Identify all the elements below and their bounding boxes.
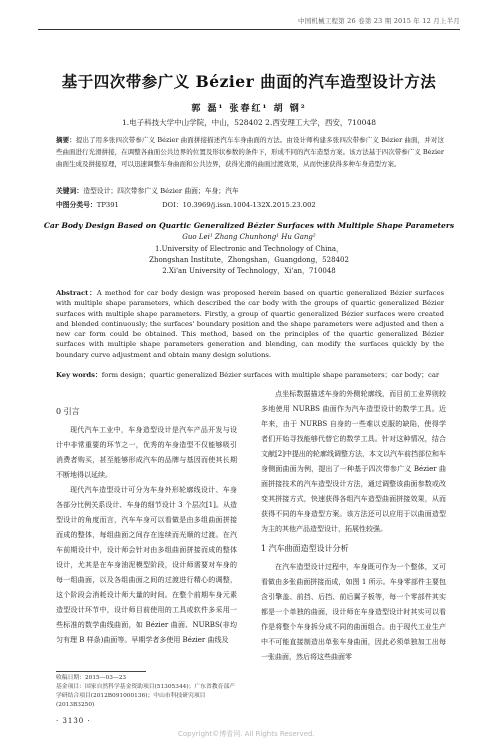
left-column (56, 400, 237, 648)
intro-paragraph-2: 现代汽车造型设计可分为车身外形轮廓线设计、车身各部分比例关系设计、车身的细节设计 3 个层次[1]。从造型设计的角度而言，汽车车身可以看做是由多组曲面拼接而成的整体，每组曲面之间存在连续而光顺的过渡。在汽车前期设计中，设计师会针对由多组曲面拼接而成的整体设计，尤其是在车身油泥模型阶段，设计师需要对车身的每一组曲面，以及各组曲面之间的过渡进行精心的调整，这个阶段会消耗设计师大量的时间。在整个前期车身元素造型设计环节中，设计师目前使用的工具或软件多采用一些标准的数学曲线曲面，如 Bézier 曲面、NURBS(非均匀有理 B 样条)曲面等。早期学者多使用 Bézier 曲线及 (56, 486, 237, 644)
page-number: · 3130 · (56, 717, 91, 725)
section-heading-intro: 0 引言 (56, 407, 80, 416)
english-keywords (56, 370, 444, 380)
author-list: 郭 磊¹ 张春红¹ 胡 钢² (191, 104, 307, 114)
section-heading-1: 1 汽车曲面造型设计分析 (261, 544, 349, 553)
abstract-label: 摘要： (56, 136, 76, 144)
footnote (56, 674, 237, 710)
right-paragraph-2: 在汽车造型设计过程中，车身既可作为一个整体，又可看做由多张曲面拼接而成，如图 1 所示。车身零部件主要包含引擎盖、前挡、后挡、前后翼子板等，每一个零部件其实都是一个单独的曲面，设计师在车身造型设计时其实可以看作是将整个车身拆分成不同的曲面组合。由于现代工业生产中不可能直接制造出单张车身曲面，因此必须单独加工出每一张曲面，然后将这些曲面零 (261, 563, 446, 661)
running-header: 中国机械工程第 26 卷第 23 期 2015 年 12 月上半月 (298, 17, 460, 25)
footnote-divider (56, 671, 146, 672)
keywords-chinese (56, 185, 444, 195)
abstract-chinese (56, 134, 444, 170)
intro-paragraph-1: 现代汽车工业中，车身造型设计是汽车产品开发与设计中非常重要的环节之一，优秀的车身造型不仅能够吸引消费者购买，甚至能够形成汽车的品牌与基因而使其长期不断地得以延续。 (56, 426, 237, 479)
classification-line (56, 199, 444, 209)
english-authors: Guo Lei¹ Zhang Chunhong¹ Hu Gang² (182, 233, 316, 241)
abstract-text: 提出了用多张四次带参广义 Bézier 曲面拼接描述汽车车身曲面的方法。由设计师构建多张四次带参广义 Bézier 曲面，并对这些曲面进行光滑拼接，在调整各曲面公共边界的位置及形状参数的条件下，形成不同的汽车造型方案。该方法基于四次带参广义 Bézier 曲面生成及拼接原理，可以迅速调整车身曲面和公共边界，获得光滑的曲面过渡效果，从而快速获得多种车身造型方案。 (56, 136, 444, 168)
copyright-watermark: Copyright©博看网. All Rights Reserved. (178, 730, 315, 738)
doi: DOI：10.3969/j.issn.1004-132X.2015.23.002 (162, 201, 316, 209)
right-column (261, 387, 446, 665)
header-divider (38, 29, 460, 30)
fund-info: 基金项目：国家自然科学基金资助项目(51305344)；广东省教育部产学研结合项目(2012B091000136)；中山市科技研究项目(2013B3250) (56, 684, 235, 708)
english-abstract-label: Abstract： (56, 289, 97, 297)
affiliation: 1.电子科技大学中山学院，中山，528402 2.西安理工大学，西安，710048 (122, 118, 376, 127)
english-keywords-text: form design；quartic generalized Bézier surfaces with multiple shape parameters；car body；car (101, 371, 440, 379)
right-paragraph-1: 点坐标数据描述车身的外侧轮廓线，而目前工业界则较多地使用 NURBS 曲面作为汽车造型设计的数学工具。近年来，由于 NURBS 自身的一些难以克服的缺陷，使得学者们开始寻找能够代替它的数学工具。针对这种情况，结合文献[2]中提出的轮廓线调整方法，本文以汽车前挡部位和车身侧面曲面为例，提出了一种基于四次带参广义 Bézier 曲面拼接技术的汽车造型设计方法，通过调整该曲面参数或改变其拼接方式，快速获得各组汽车造型曲面拼接效果，从而获得不同的车身造型方案。该方法还可以应用于以曲面造型为主的其他产品造型设计，拓展性较强。 (261, 390, 446, 533)
classification-code: TP391 (96, 201, 119, 209)
english-affiliation-3: 2.Xi'an University of Technology，Xi'an，710048 (162, 267, 336, 275)
english-keywords-label: Key words： (56, 371, 102, 379)
english-abstract-text: A method for car body design was proposed herein based on quartic generalized Bézier surfaces with multiple shape parameters, which described the car body with the groups of quartic generalized Bézier surfaces with multiple shape parameters. Firstly, a group of quartic generalized Bézier surfaces were created and blended continuously; the surfaces' boundary position and the shape parameters were adjusted and then a new car form could be obtained. This method, based on the principles of the quartic generalized Bézier surfaces with multiple shape parameters generation and blending, can modify the surfaces quickly by the boundary curve adjustment and obtain many design solutions. (56, 289, 444, 359)
english-affiliation-1: 1.University of Electronic and Technology of China， (154, 245, 344, 253)
keywords-label: 关键词： (56, 187, 84, 195)
english-title: Car Body Design Based on Quartic Generalized Bézier Surfaces with Multiple Shape Parameters (43, 221, 455, 230)
keywords-text: 造型设计；四次带参广义 Bézier 曲面；车身；汽车 (83, 187, 239, 195)
english-abstract (56, 288, 444, 360)
classification-label: 中图分类号： (56, 201, 97, 209)
paper-title: 基于四次带参广义 Bézier 曲面的汽车造型设计方法 (61, 72, 437, 91)
received-date: 收稿日期：2015—03—23 (56, 675, 127, 681)
english-affiliation-2: Zhongshan Institute，Zhongshan，Guangdong，528402 (149, 256, 349, 264)
